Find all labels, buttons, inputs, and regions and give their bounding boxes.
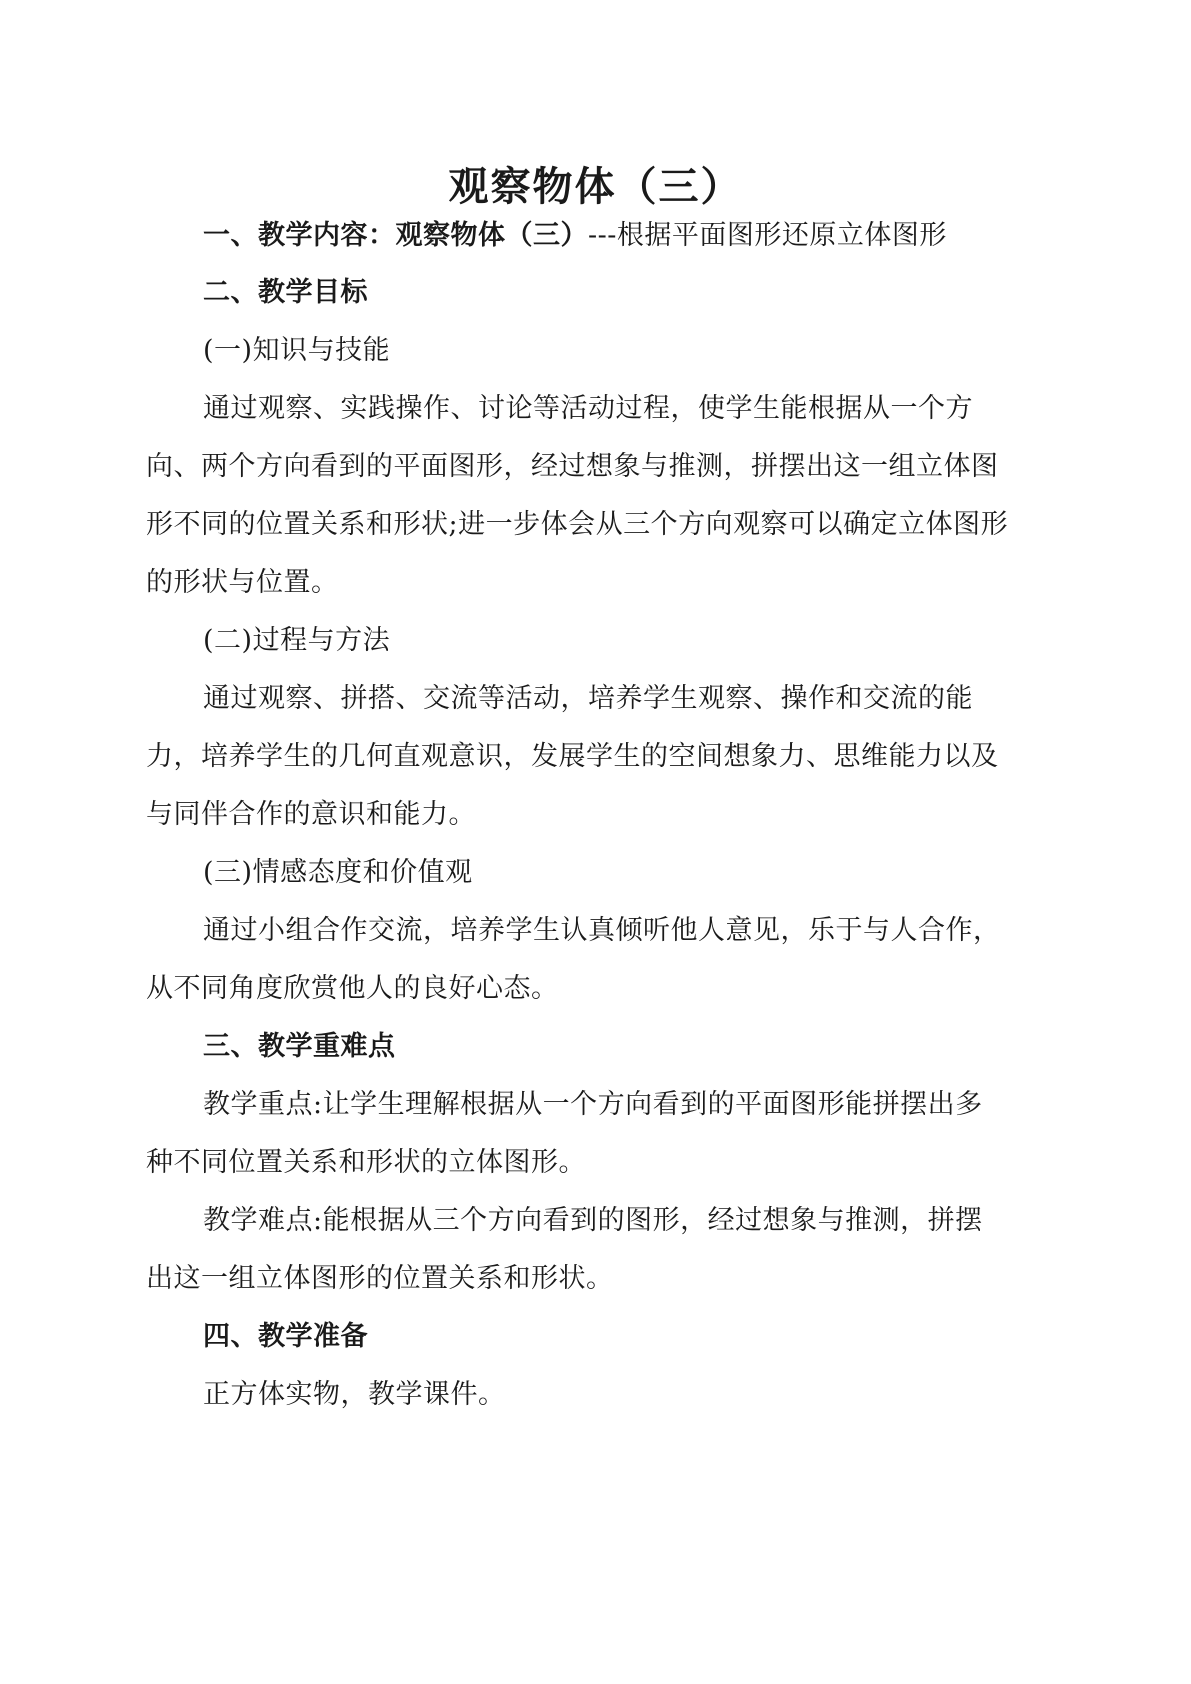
page-title: 观察物体（三） — [448, 163, 743, 210]
paragraph-line: 从不同角度欣赏他人的良好心态。 — [146, 973, 559, 1004]
paragraph-line: 种不同位置关系和形状的立体图形。 — [146, 1147, 586, 1178]
section-3-heading: 三、教学重难点 — [203, 1031, 396, 1062]
paragraph-line: 出这一组立体图形的位置关系和形状。 — [146, 1263, 614, 1294]
subsection-2-heading: (二)过程与方法 — [203, 625, 391, 656]
section-1-label: 一、教学内容：观察物体（三） — [203, 220, 588, 251]
section-1-subtitle: ---根据平面图形还原立体图形 — [588, 220, 947, 251]
paragraph-line: 通过小组合作交流，培养学生认真倾听他人意见，乐于与人合作， — [203, 915, 1001, 946]
paragraph-line: 教学重点:让学生理解根据从一个方向看到的平面图形能拼摆出多 — [203, 1089, 983, 1120]
section-4-heading: 四、教学准备 — [203, 1321, 368, 1352]
paragraph-line: 形不同的位置关系和形状;进一步体会从三个方向观察可以确定立体图形 — [146, 509, 1009, 540]
paragraph-line: 向、两个方向看到的平面图形，经过想象与推测，拼摆出这一组立体图 — [146, 451, 999, 482]
paragraph-line: 通过观察、拼搭、交流等活动，培养学生观察、操作和交流的能 — [203, 683, 973, 714]
paragraph-line: 的形状与位置。 — [146, 567, 339, 598]
paragraph-line: 教学难点:能根据从三个方向看到的图形，经过想象与推测，拼摆 — [203, 1205, 983, 1236]
paragraph-line: 力，培养学生的几何直观意识，发展学生的空间想象力、思维能力以及 — [146, 741, 999, 772]
paragraph-line: 与同伴合作的意识和能力。 — [146, 799, 476, 830]
section-1-heading — [203, 216, 1113, 256]
paragraph-line: 正方体实物，教学课件。 — [203, 1379, 506, 1410]
subsection-3-heading: (三)情感态度和价值观 — [203, 857, 473, 888]
section-2-heading: 二、教学目标 — [203, 277, 368, 308]
subsection-1-heading: (一)知识与技能 — [203, 335, 391, 366]
paragraph-line: 通过观察、实践操作、讨论等活动过程，使学生能根据从一个方 — [203, 393, 973, 424]
